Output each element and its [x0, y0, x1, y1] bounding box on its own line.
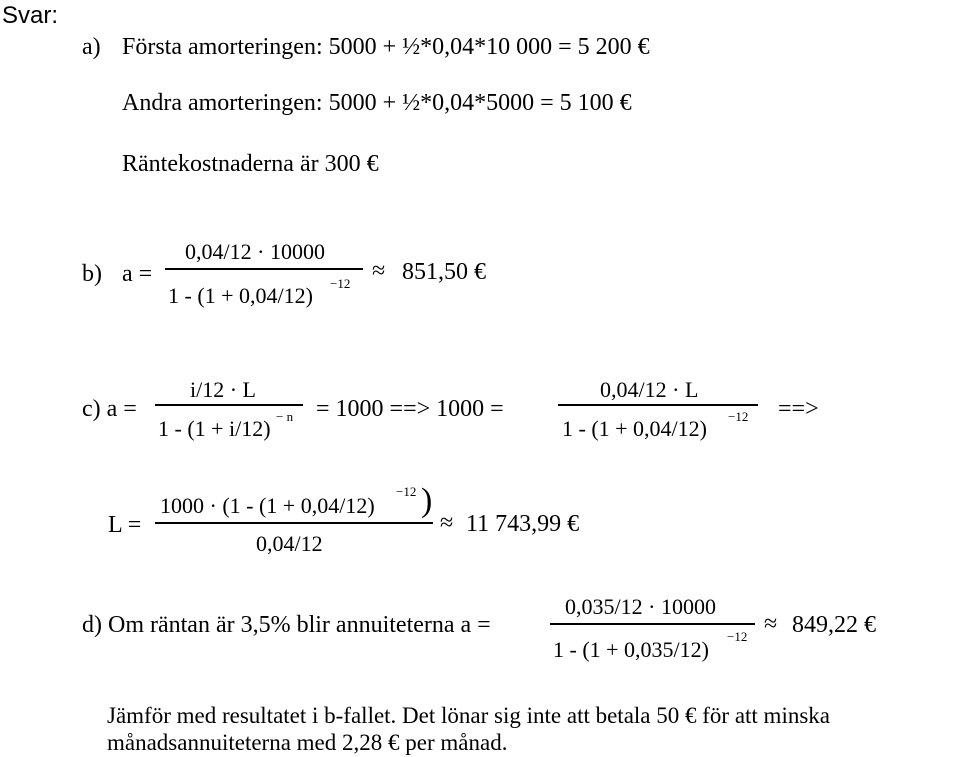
l-denominator: 0,04/12: [256, 531, 323, 556]
part-c-exponent-1: − n: [276, 409, 294, 424]
part-d-exponent: −12: [727, 629, 748, 644]
conclusion-line-2: månadsannuiteterna med 2,28 € per månad.: [107, 730, 508, 755]
part-b-denominator: 1 - (1 + 0,04/12): [168, 283, 313, 308]
part-c-middle: = 1000 ==> 1000 =: [316, 396, 504, 422]
conclusion-line-1: Jämför med resultatet i b-fallet. Det lönar sig inte att betala 50 € för att minska: [107, 703, 830, 728]
l-lhs: L =: [108, 512, 142, 538]
l-fraction-bar: [155, 522, 433, 524]
part-c-denominator-1: 1 - (1 + i/12): [158, 416, 271, 441]
answer-heading: Svar:: [2, 2, 59, 29]
part-a-label: a): [82, 34, 101, 60]
part-c-fraction-bar-1: [155, 404, 303, 406]
interest-cost-line: Räntekostnaderna är 300 €: [122, 151, 379, 177]
l-result: 11 743,99 €: [466, 511, 580, 537]
part-d-text: d) Om räntan är 3,5% blir annuiteterna a =: [82, 612, 491, 638]
part-c-numerator-1: i/12 · L: [190, 377, 256, 402]
part-b-lhs: a =: [122, 261, 153, 287]
part-b-numerator: 0,04/12 · 10000: [185, 239, 325, 264]
part-b-result: 851,50 €: [402, 259, 486, 285]
l-exponent: −12: [396, 484, 417, 499]
part-c-exponent-2: −12: [728, 409, 749, 424]
part-c-numerator-2: 0,04/12 · L: [600, 377, 699, 402]
part-c-denominator-2: 1 - (1 + 0,04/12): [562, 416, 707, 441]
part-d-numerator: 0,035/12 · 10000: [565, 594, 716, 619]
first-amortization-line: Första amorteringen: 5000 + ½*0,04*10 000 = 5 200 €: [122, 34, 650, 60]
part-b-exponent: −12: [330, 276, 351, 291]
part-d-result: 849,22 €: [792, 612, 876, 638]
part-d-denominator: 1 - (1 + 0,035/12): [553, 637, 709, 662]
part-d-fraction-bar: [550, 623, 755, 625]
l-numerator: 1000 · (1 - (1 + 0,04/12): [160, 493, 375, 518]
part-c-fraction-bar-2: [558, 404, 758, 406]
l-approx: ≈: [440, 510, 454, 536]
l-closing-paren: ): [421, 482, 433, 519]
part-b-approx: ≈: [372, 258, 386, 284]
part-c-lhs: c) a =: [82, 396, 137, 422]
part-d-approx: ≈: [764, 611, 778, 637]
part-b-label: b): [82, 261, 102, 287]
part-b-fraction-bar: [165, 268, 363, 270]
second-amortization-line: Andra amorteringen: 5000 + ½*0,04*5000 = 5 100 €: [122, 90, 632, 116]
part-c-implies: ==>: [778, 396, 819, 422]
